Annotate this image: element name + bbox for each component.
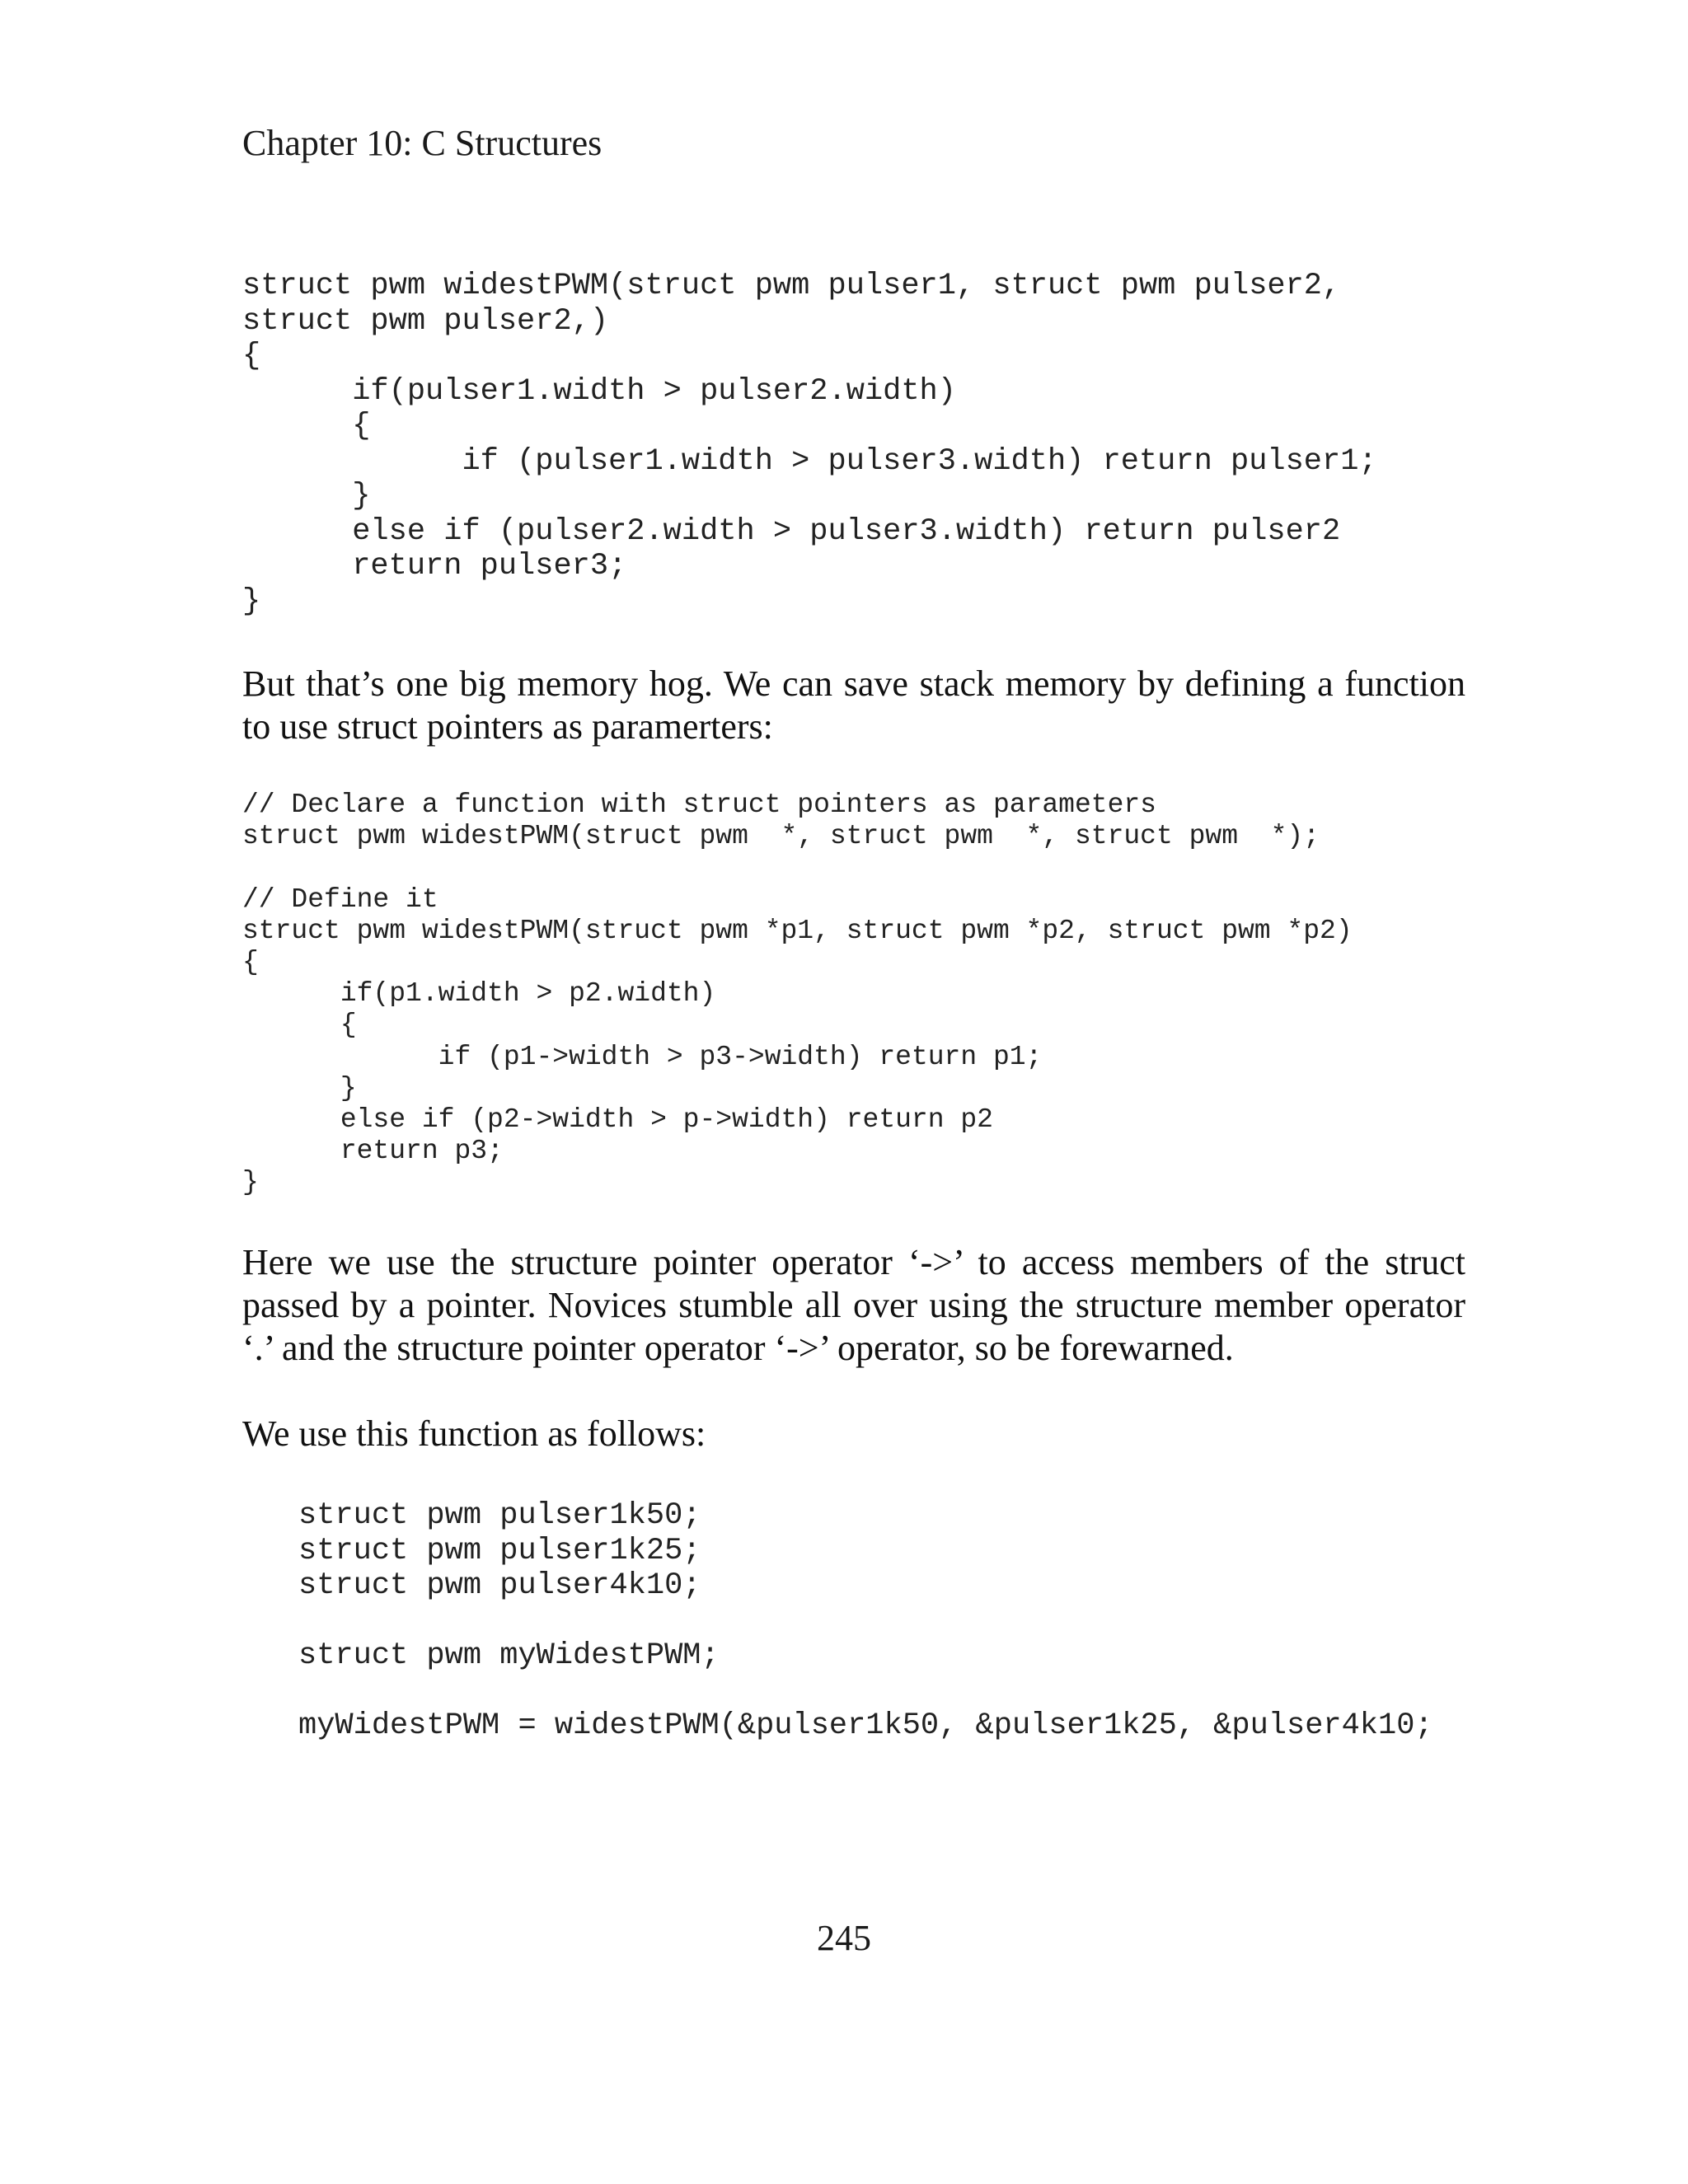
paragraph-memory-hog: But that’s one big memory hog. We can save stack memory by defining a function to use struct pointers as paramerters: [242, 663, 1465, 747]
code-line: else if (pulser2.width > pulser3.width) return pulser2 [242, 513, 1341, 549]
code-line: // Define it [242, 883, 438, 915]
code-block-struct-pointers [242, 790, 1353, 1199]
code-line: struct pwm widestPWM(struct pwm pulser1, struct pwm pulser2, [242, 269, 1341, 303]
code-line: } [242, 1167, 259, 1198]
page-number: 245 [817, 1918, 871, 1958]
paragraph-pointer-operator: Here we use the structure pointer operator ‘->’ to access members of the struct passed by a pointer. Novices stumble all over using the structure member operator ‘.’ and the structure pointer operator ‘->’ operator, so be forewarned. [242, 1242, 1465, 1368]
code-line: } [242, 1072, 357, 1104]
code-line: if (p1->width > p3->width) return p1; [242, 1041, 1043, 1072]
code-line: // Declare a function with struct pointers as parameters [242, 790, 1156, 820]
code-line: if(p1.width > p2.width) [242, 978, 716, 1010]
code-line: if(pulser1.width > pulser2.width) [242, 373, 956, 409]
code-line: if (pulser1.width > pulser3.width) return pulser1; [242, 443, 1377, 479]
code-line: } [242, 479, 371, 513]
code-line [298, 1604, 1433, 1639]
code-line [242, 852, 1353, 883]
code-line: struct pwm pulser4k10; [298, 1568, 701, 1603]
code-line: struct pwm widestPWM(struct pwm *p1, struct pwm *p2, struct pwm *p2) [242, 915, 1353, 946]
paragraph-usage-intro: We use this function as follows: [242, 1413, 706, 1454]
code-block-struct-by-value [242, 269, 1377, 619]
code-line: struct pwm pulser2,) [242, 303, 609, 339]
chapter-header: Chapter 10: C Structures [242, 123, 603, 163]
code-block-usage [298, 1498, 1433, 1744]
code-line: else if (p2->width > p->width) return p2 [242, 1104, 993, 1136]
code-line: { [242, 947, 259, 978]
code-line: return pulser3; [242, 549, 627, 583]
code-line: } [242, 583, 261, 619]
code-line: struct pwm pulser1k25; [298, 1533, 701, 1568]
code-line: struct pwm myWidestPWM; [298, 1638, 720, 1673]
code-line: { [242, 1010, 357, 1041]
code-line: { [242, 409, 371, 443]
code-line: return p3; [242, 1136, 504, 1167]
code-line: struct pwm widestPWM(struct pwm *, struct pwm *, struct pwm *); [242, 821, 1320, 852]
code-line: myWidestPWM = widestPWM(&pulser1k50, &pulser1k25, &pulser4k10; [298, 1708, 1433, 1743]
code-line: { [242, 339, 261, 373]
code-line [298, 1674, 1433, 1709]
code-line: struct pwm pulser1k50; [298, 1498, 701, 1533]
